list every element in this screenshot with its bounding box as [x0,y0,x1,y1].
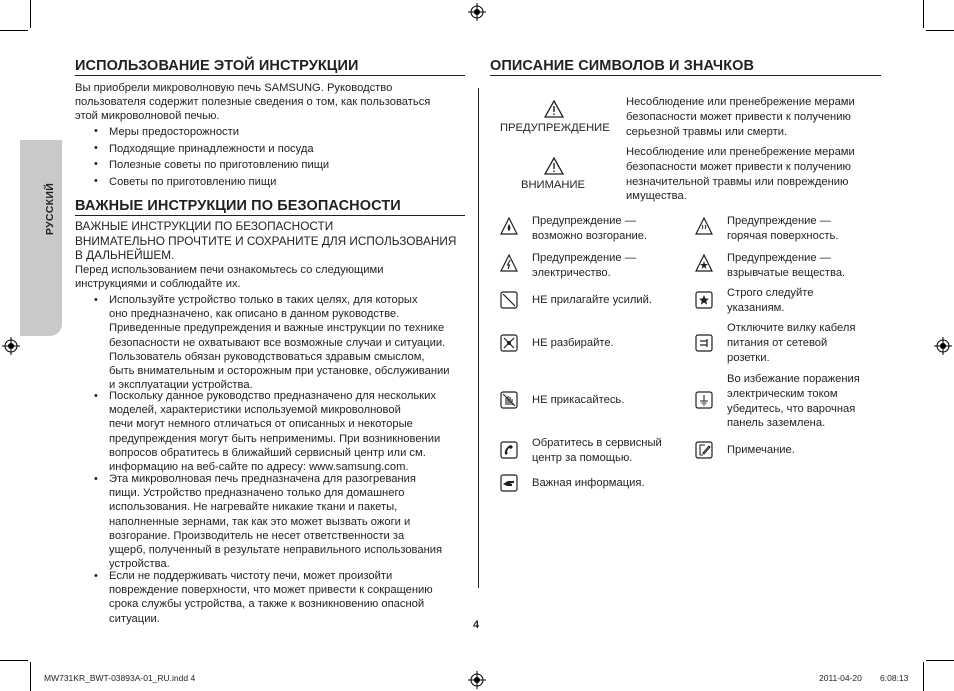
footer-time: 6:08:13 [880,673,909,683]
note-text: Примечание. [727,444,795,456]
follow-instructions-text: Строго следуйте указаниям. [727,287,814,314]
list-item: Меры предосторожности [109,126,240,138]
caps-notice: ВАЖНЫЕ ИНСТРУКЦИИ ПО БЕЗОПАСНОСТИ ВНИМАТЕЛЬНО ПРОЧТИТЕ И СОХРАНИТЕ ДЛЯ ИСПОЛЬЗОВАНИЯ В ДАЛЬНЕЙШЕМ. [75,219,457,263]
hot-surface-icon [695,217,713,235]
no-force-icon [500,291,518,309]
crop-mark [923,0,924,28]
page-number: 4 [473,619,480,631]
fire-warning-text: Предупреждение — возможно возгорание. [532,215,648,242]
list-item: Советы по приготовлению пищи [109,176,277,188]
column-divider [478,88,479,588]
footer-filename: MW731KR_BWT-03893A-01_RU.indd 4 [44,673,196,683]
warning-description: Несоблюдение или пренебрежение мерами безопасности может привести к получению серьезной травмы или смерти. [626,96,855,138]
crop-mark [926,30,954,31]
crop-mark [923,662,924,691]
warning-label: ПРЕДУПРЕЖДЕНИЕ [500,122,610,134]
registration-mark-icon [2,337,20,355]
language-tab-label: РУССКИЙ [44,182,56,236]
section-rule [490,75,881,76]
electricity-warning-text: Предупреждение — электричество. [532,252,636,279]
section-rule [75,215,465,216]
explosive-warning-text: Предупреждение — взрывчатые вещества. [727,252,846,279]
electricity-warning-icon [500,254,518,272]
safety-bullet-1: Используйте устройство только в таких целях, для которых оно предназначено, как описано в данном руководстве. Приведенные предупреждения и важные инструкции по технике безопасности не охватывают все возможные случаи и ситуации. Пользователь обязан руководствоваться здравым смыслом, быть внимательным и осторожным при установке, обслуживании и эксплуатации устройства. [109,294,450,392]
explosive-warning-icon [695,254,713,272]
no-touch-icon [500,391,518,409]
registration-mark-icon [934,337,952,355]
unplug-text: Отключите вилку кабеля питания от сетевой розетки. [727,322,856,364]
caution-label: ВНИМАНИЕ [521,179,585,191]
crop-mark [0,660,28,661]
safety-bullet-3: Эта микроволновая печь предназначена для разогревания пищи. Устройство предназначено только для домашнего использования. Не нагревайте никакие ткани и пакеты, наполненные зернами, так как это может вызвать ожоги и возгорание. Производитель не несет ответственности за ущерб, полученный в результате неправильного использования устройства. [109,473,443,571]
important-info-text: Важная информация. [532,477,645,489]
warning-triangle-icon [544,100,564,118]
crop-mark [0,30,28,31]
ground-text: Во избежание поражения электрическим током убедитесь, что варочная панель заземлена. [727,373,860,430]
no-force-text: НЕ прилагайте усилий. [532,294,653,306]
section-title-safety: ВАЖНЫЕ ИНСТРУКЦИИ ПО БЕЗОПАСНОСТИ [75,198,401,214]
footer-date: 2011-04-20 [819,673,862,683]
caution-description: Несоблюдение или пренебрежение мерами безопасности может привести к получению незначительной травмы или повреждению имущества. [626,146,855,203]
safety-bullet-2: Поскольку данное руководство предназначено для нескольких моделей, характеристики используемой микроволновой печи могут немного отличаться от описанных и некоторые предупреждения могут быть неприменимы. При возникновении вопросов обратитесь в ближайший сервисный центр или см. информацию на веб-сайте по адресу: www.samsung.com. [109,390,441,474]
no-disassemble-icon [500,334,518,352]
caution-triangle-icon [544,157,564,175]
crop-mark [926,660,954,661]
crop-mark [30,0,31,28]
follow-instructions-icon [695,291,713,309]
ground-icon [695,391,713,409]
hot-surface-text: Предупреждение — горячая поверхность. [727,215,839,242]
section-title-symbols: ОПИСАНИЕ СИМВОЛОВ И ЗНАЧКОВ [490,58,755,74]
before-use-paragraph: Перед использованием печи ознакомьтесь со следующими инструкциями и соблюдайте их. [75,264,384,291]
fire-warning-icon [500,217,518,235]
section-rule [75,75,465,76]
important-info-icon [500,474,518,492]
crop-mark [30,662,31,691]
no-disassemble-text: НЕ разбирайте. [532,337,614,349]
service-center-icon [500,441,518,459]
list-item: Полезные советы по приготовлению пищи [109,159,330,171]
intro-paragraph: Вы приобрели микроволновую печь SAMSUNG. Руководство пользователя содержит полезные сведения о том, как пользоваться этой микроволновой печью. [75,82,431,123]
section-title-using-manual: ИСПОЛЬЗОВАНИЕ ЭТОЙ ИНСТРУКЦИИ [75,58,359,74]
list-item: Подходящие принадлежности и посуда [109,143,314,155]
safety-bullet-4: Если не поддерживать чистоту печи, может произойти повреждение поверхности, что может привести к сокращению срока службы устройства, а также к возникновению опасной ситуации. [109,570,433,625]
no-touch-text: НЕ прикасайтесь. [532,394,625,406]
service-center-text: Обратитесь в сервисный центр за помощью. [532,437,662,464]
registration-mark-icon [468,671,486,689]
registration-mark-icon [468,3,486,21]
unplug-icon [695,334,713,352]
note-icon [695,441,713,459]
